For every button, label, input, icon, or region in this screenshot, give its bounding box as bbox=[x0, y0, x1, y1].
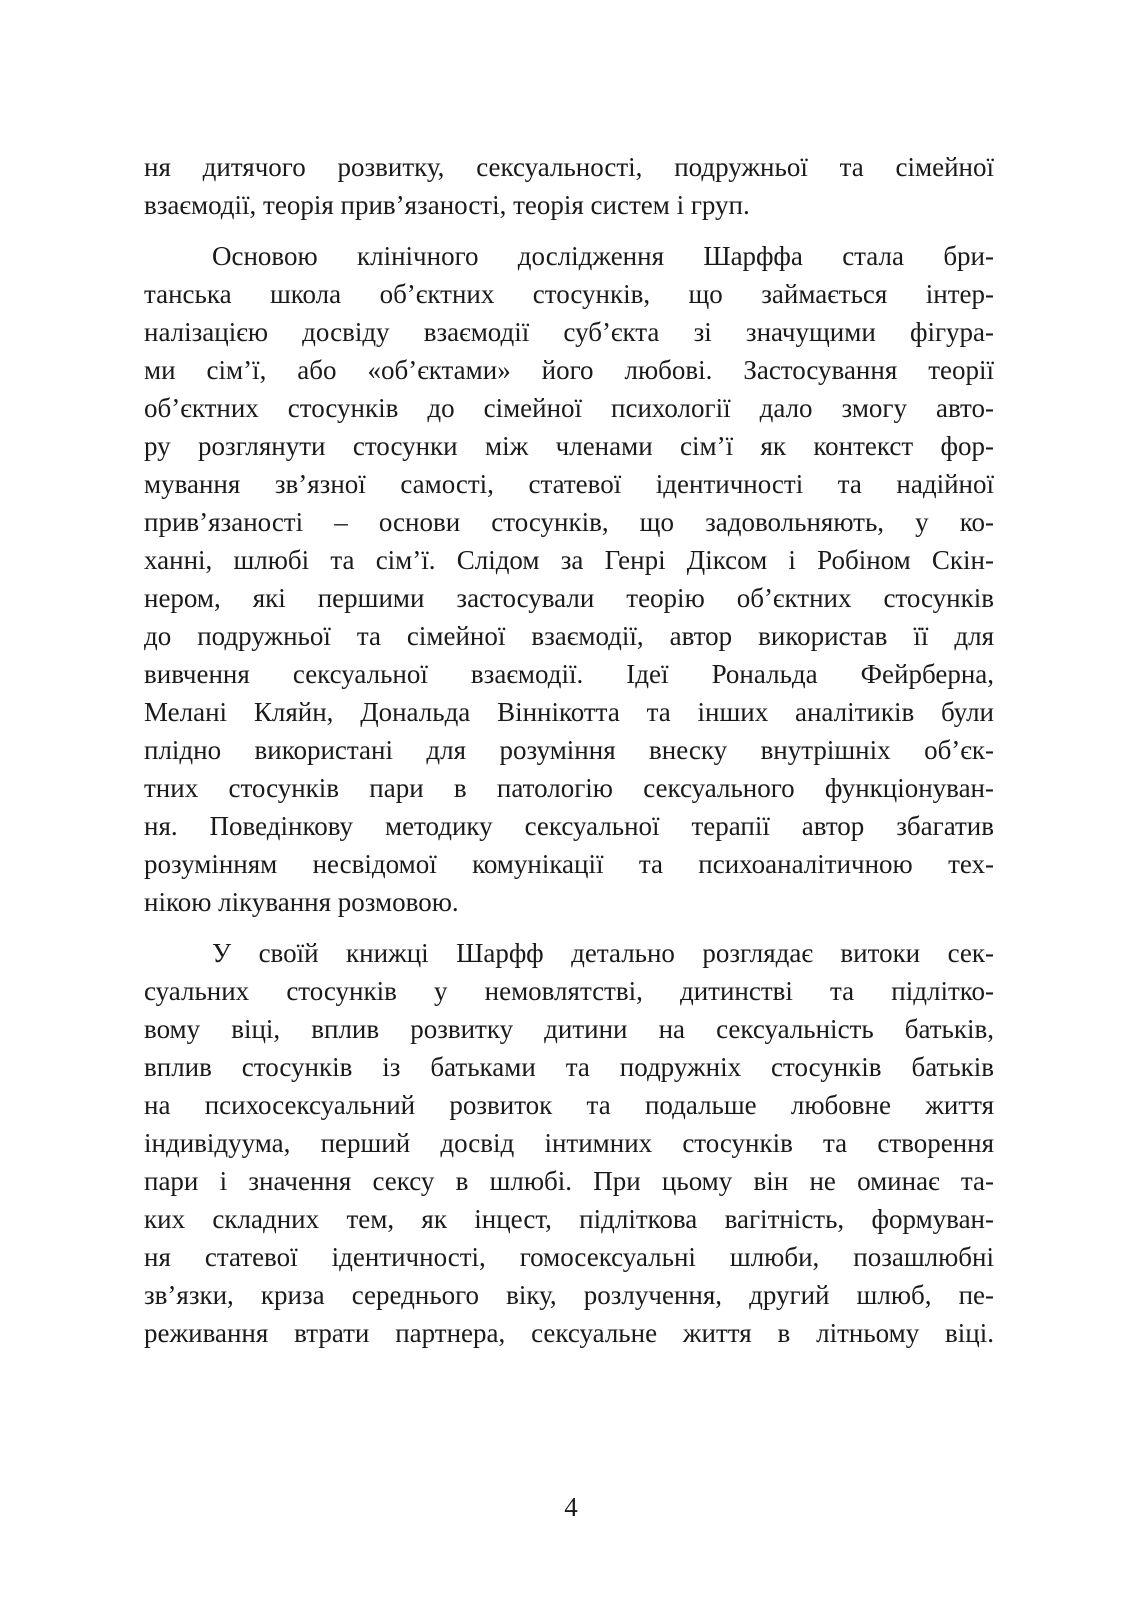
text-line: ня дитячого розвитку, сексуальності, подружньої та сімейної bbox=[144, 152, 994, 182]
text-line: ханні, шлюбі та сім’ї. Слідом за Генрі Діксом і Робіном Скін- bbox=[144, 545, 994, 575]
text-line: вплив стосунків із батьками та подружніх стосунків батьків bbox=[144, 1052, 994, 1082]
text-line: ру розглянути стосунки між членами сім’ї як контекст фор- bbox=[144, 431, 994, 461]
text-line: пари і значення сексу в шлюбі. При цьому він не оминає та- bbox=[144, 1166, 994, 1196]
text-line: на психосексуальний розвиток та подальше любовне життя bbox=[144, 1090, 994, 1120]
text-line: розумінням несвідомої комунікації та психоаналітичною тех- bbox=[144, 849, 994, 879]
page-number: 4 bbox=[564, 1492, 578, 1522]
text-line: ми сім’ї, або «об’єктами» його любові. Застосування теорії bbox=[144, 355, 994, 385]
text-line: до подружньої та сімейної взаємодії, автор використав її для bbox=[144, 621, 994, 651]
text-line: Основою клінічного дослідження Шарффа стала бри- bbox=[212, 241, 994, 271]
text-line: вивчення сексуальної взаємодії. Ідеї Рональда Фейрберна, bbox=[144, 659, 994, 689]
text-line: У своїй книжці Шарфф детально розглядає витоки сек- bbox=[212, 938, 994, 968]
text-line: плідно використані для розуміння внеску внутрішніх об’єк- bbox=[144, 735, 994, 765]
text-line: суальних стосунків у немовлятстві, дитинстві та підлітко- bbox=[144, 976, 994, 1006]
paragraph-2 bbox=[144, 237, 994, 921]
text-line: нером, які першими застосували теорію об’єктних стосунків bbox=[144, 583, 994, 613]
text-line: ня статевої ідентичності, гомосексуальні шлюби, позашлюбні bbox=[144, 1242, 994, 1272]
text-line: тних стосунків пари в патологію сексуального функціонуван- bbox=[144, 773, 994, 803]
body-text bbox=[144, 148, 994, 1365]
text-line: налізацією досвіду взаємодії суб’єкта зі значущими фігура- bbox=[144, 317, 994, 347]
text-line: нікою лікування розмовою. bbox=[144, 887, 459, 917]
text-line: Мелані Кляйн, Дональда Віннікотта та інших аналітиків були bbox=[144, 697, 994, 727]
text-line: реживання втрати партнера, сексуальне життя в літньому віці. bbox=[144, 1318, 994, 1348]
text-line: об’єктних стосунків до сімейної психології дало змогу авто- bbox=[144, 393, 994, 423]
text-line: індивідуума, перший досвід інтимних стосунків та створення bbox=[144, 1128, 994, 1158]
text-line: зв’язки, криза середнього віку, розлучення, другий шлюб, пе- bbox=[144, 1280, 994, 1310]
text-line: взаємодії, теорія прив’язаності, теорія систем і груп. bbox=[144, 190, 750, 220]
text-line: танська школа об’єктних стосунків, що займається інтер- bbox=[144, 279, 994, 309]
paragraph-3 bbox=[144, 934, 994, 1352]
paragraph-1 bbox=[144, 148, 994, 224]
text-line: ня. Поведінкову методику сексуальної терапії автор збагатив bbox=[144, 811, 994, 841]
text-line: прив’язаності – основи стосунків, що задовольняють, у ко- bbox=[144, 507, 994, 537]
text-line: вому віці, вплив розвитку дитини на сексуальність батьків, bbox=[144, 1014, 994, 1044]
text-line: мування зв’язної самості, статевої ідентичності та надійної bbox=[144, 469, 994, 499]
text-line: ких складних тем, як інцест, підліткова вагітність, формуван- bbox=[144, 1204, 994, 1234]
